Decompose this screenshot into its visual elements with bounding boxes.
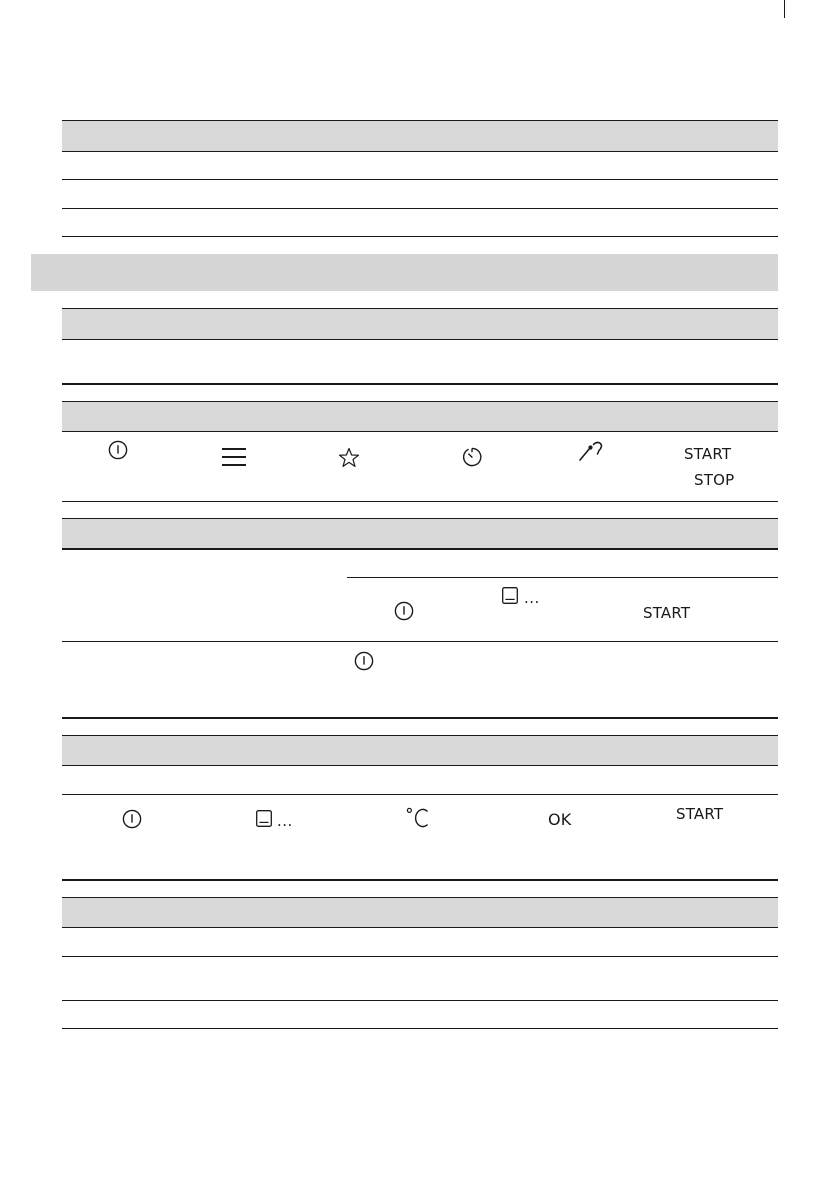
divider bbox=[62, 308, 778, 309]
table-header-band bbox=[62, 518, 778, 548]
power-icon[interactable] bbox=[354, 651, 374, 671]
corner-tick bbox=[784, 0, 785, 18]
power-icon[interactable] bbox=[394, 601, 414, 621]
meat-probe-icon[interactable] bbox=[578, 440, 606, 462]
divider bbox=[62, 717, 778, 719]
oven-function-icon[interactable] bbox=[502, 587, 518, 604]
divider bbox=[62, 120, 778, 121]
stop-label[interactable]: STOP bbox=[694, 471, 735, 489]
start-label[interactable]: START bbox=[676, 805, 724, 823]
timer-icon[interactable] bbox=[461, 446, 483, 468]
table-header-band bbox=[62, 897, 778, 927]
section-heading-band bbox=[31, 254, 778, 291]
power-icon[interactable] bbox=[122, 809, 142, 829]
divider bbox=[62, 518, 778, 519]
divider bbox=[62, 1028, 778, 1029]
divider bbox=[62, 401, 778, 402]
divider bbox=[62, 765, 778, 766]
divider bbox=[62, 1000, 778, 1001]
divider bbox=[62, 501, 778, 502]
celsius-icon[interactable] bbox=[406, 807, 432, 829]
divider bbox=[62, 897, 778, 898]
divider bbox=[62, 151, 778, 152]
divider bbox=[62, 879, 778, 881]
table-header-band bbox=[62, 401, 778, 431]
divider bbox=[62, 431, 778, 432]
divider bbox=[62, 956, 778, 957]
divider bbox=[62, 179, 778, 180]
star-icon[interactable] bbox=[338, 447, 360, 468]
divider bbox=[347, 577, 778, 578]
oven-function-icon[interactable] bbox=[256, 810, 272, 827]
divider bbox=[62, 236, 778, 237]
start-label[interactable]: START bbox=[684, 445, 732, 463]
table-header-band bbox=[62, 735, 778, 765]
divider bbox=[62, 794, 778, 795]
divider bbox=[62, 383, 778, 385]
divider bbox=[62, 208, 778, 209]
table-header-band bbox=[62, 308, 778, 339]
start-label[interactable]: START bbox=[643, 604, 691, 622]
ok-label[interactable]: OK bbox=[548, 810, 572, 829]
ellipsis: ... bbox=[277, 812, 293, 830]
power-icon[interactable] bbox=[108, 440, 128, 460]
divider bbox=[62, 548, 778, 550]
divider bbox=[62, 641, 778, 642]
ellipsis: ... bbox=[524, 589, 540, 607]
table-header-band bbox=[62, 120, 778, 151]
divider bbox=[62, 927, 778, 928]
divider bbox=[62, 339, 778, 340]
menu-icon[interactable] bbox=[222, 447, 246, 467]
divider bbox=[62, 735, 778, 736]
